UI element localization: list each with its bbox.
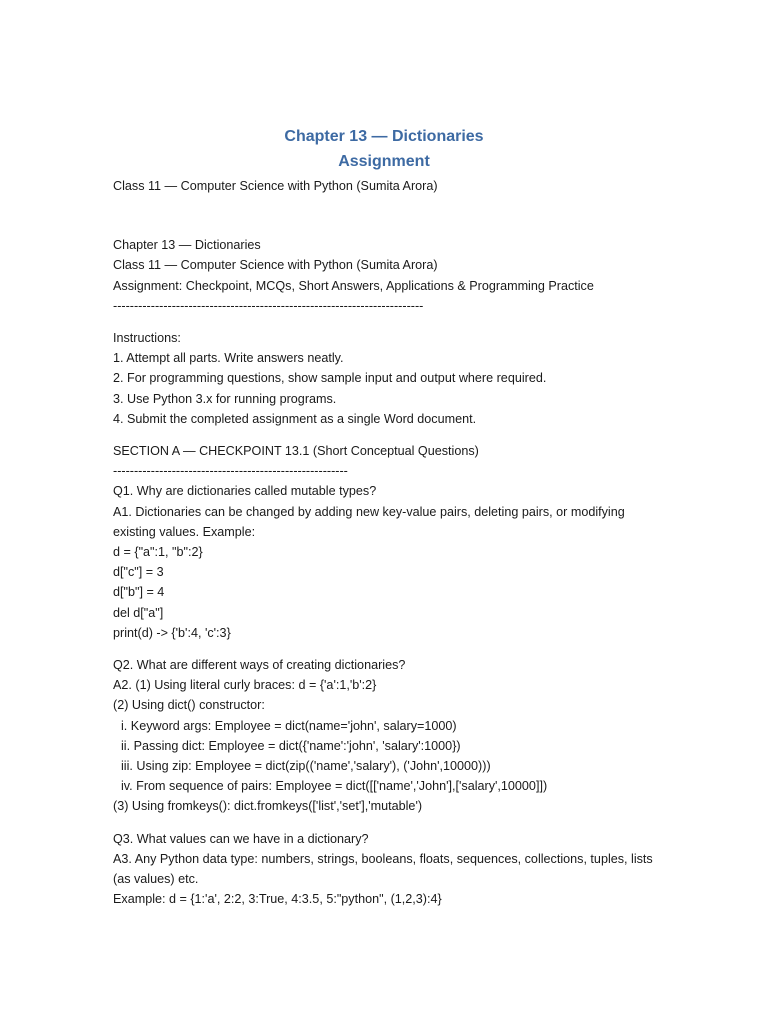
q2-answer: A2. (1) Using literal curly braces: d = {'a':1,'b':2} — [113, 678, 377, 693]
q3-example: Example: d = {1:'a', 2:2, 3:True, 4:3.5, 5:"python", (1,2,3):4} — [113, 892, 442, 907]
section-a-heading: SECTION A — CHECKPOINT 13.1 (Short Conceptual Questions) — [113, 444, 479, 459]
document-title-line2: Assignment — [338, 153, 430, 170]
q1-question: Q1. Why are dictionaries called mutable types? — [113, 484, 377, 499]
q1-code-line: print(d) -> {'b':4, 'c':3} — [113, 625, 231, 640]
q2-answer: (2) Using dict() constructor: — [113, 698, 265, 713]
q2-sub-item: i. Keyword args: Employee = dict(name='john', salary=1000) — [121, 718, 457, 733]
q1-code-line: d["c"] = 3 — [113, 565, 164, 580]
q1-answer: A1. Dictionaries can be changed by adding new key-value pairs, deleting pairs, or modifying — [113, 504, 625, 519]
q1-answer: existing values. Example: — [113, 524, 256, 539]
q3-answer: A3. Any Python data type: numbers, strings, booleans, floats, sequences, collections, tuples, lists — [113, 851, 653, 866]
intro-chapter: Chapter 13 — Dictionaries — [113, 238, 261, 253]
q2-sub-item: iii. Using zip: Employee = dict(zip(('name','salary'), ('John',10000))) — [121, 759, 491, 774]
q2-sub-item: iv. From sequence of pairs: Employee = dict([['name','John'],['salary',10000]]) — [121, 779, 548, 794]
q1-code-line: del d["a"] — [113, 605, 164, 620]
intro-divider: -------------------------------------------------------------------------- — [113, 298, 424, 313]
instruction-item: 4. Submit the completed assignment as a single Word document. — [113, 411, 477, 426]
document-subtitle: Class 11 — Computer Science with Python (Sumita Arora) — [113, 179, 438, 193]
instruction-item: 3. Use Python 3.x for running programs. — [113, 391, 337, 406]
instruction-item: 1. Attempt all parts. Write answers neatly. — [113, 351, 344, 366]
document-title-line1: Chapter 13 — Dictionaries — [284, 128, 484, 145]
intro-class: Class 11 — Computer Science with Python (Sumita Arora) — [113, 258, 438, 273]
q2-question: Q2. What are different ways of creating dictionaries? — [113, 658, 406, 673]
q1-code-line: d["b"] = 4 — [113, 585, 165, 600]
instruction-item: 2. For programming questions, show sample input and output where required. — [113, 371, 547, 386]
q3-question: Q3. What values can we have in a dictionary? — [113, 831, 369, 846]
q2-answer: (3) Using fromkeys(): dict.fromkeys(['list','set'],'mutable') — [113, 799, 423, 814]
document-body — [113, 124, 673, 910]
q2-sub-item: ii. Passing dict: Employee = dict({'name':'john', 'salary':1000}) — [121, 738, 461, 753]
section-a-divider: -------------------------------------------------------- — [113, 464, 348, 479]
q1-code-line: d = {"a":1, "b":2} — [113, 545, 203, 560]
instructions-heading: Instructions: — [113, 331, 181, 346]
q3-answer: (as values) etc. — [113, 872, 199, 887]
intro-assignment: Assignment: Checkpoint, MCQs, Short Answers, Applications & Programming Practice — [113, 278, 594, 293]
